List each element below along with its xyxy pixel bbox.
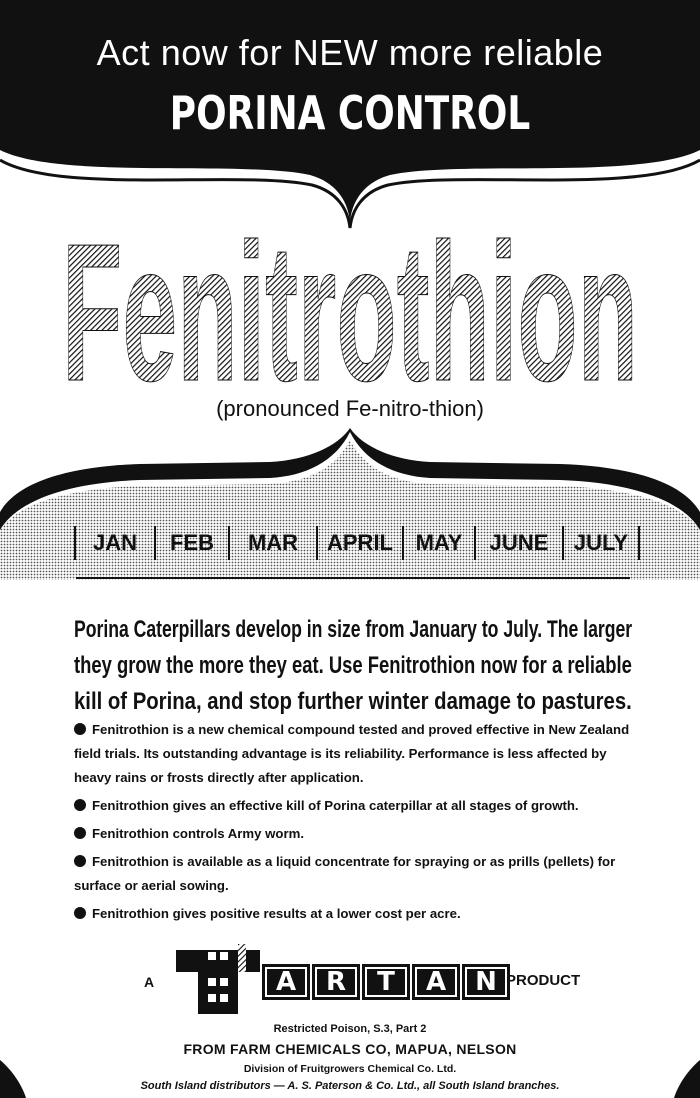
- bullet-icon: [74, 855, 86, 867]
- feature-text: Fenitrothion controls Army worm.: [92, 826, 304, 841]
- logo-suffix: PRODUCT: [506, 972, 581, 989]
- feature-item: [74, 850, 642, 898]
- feature-text: Fenitrothion gives an effective kill of Porina caterpillar at all stages of growth.: [92, 798, 579, 813]
- feature-text: Fenitrothion gives positive results at a lower cost per acre.: [92, 906, 461, 921]
- tartan-logo: [0, 944, 700, 1014]
- month-feb: FEB: [154, 526, 228, 560]
- headline-line-1: Act now for NEW more reliable: [96, 32, 604, 73]
- tartan-t-icon: [176, 944, 266, 1014]
- division-line: Division of Fruitgrowers Chemical Co. Ltd.: [243, 1063, 457, 1075]
- feature-text: Fenitrothion is a new chemical compound tested and proved effective in New Zealand field trials. Its outstanding advantage is its reliability. Performance is less affected by heavy rains or frosts directly after application.: [74, 722, 630, 785]
- logo-letter-tile: A: [262, 964, 310, 1000]
- logo-prefix: A: [144, 974, 155, 990]
- bullet-icon: [74, 799, 86, 811]
- feature-text: Fenitrothion is available as a liquid concentrate for spraying or as prills (pellets) for surface or aerial sowing.: [74, 854, 616, 893]
- bullet-icon: [74, 827, 86, 839]
- month-jan: JAN: [74, 526, 154, 560]
- feature-item: [74, 902, 642, 926]
- brand-wordmark: [0, 222, 700, 392]
- logo-letter-group: [262, 964, 510, 1000]
- company-line: FROM FARM CHEMICALS CO, MAPUA, NELSON: [183, 1041, 517, 1057]
- lead-line: Porina Caterpillars develop in size from January to July. The larger: [74, 616, 633, 643]
- bullet-icon: [74, 723, 86, 735]
- month-july: JULY: [562, 526, 640, 560]
- month-may: MAY: [402, 526, 474, 560]
- logo-letter-tile: T: [362, 964, 410, 1000]
- logo-letter-tile: N: [462, 964, 510, 1000]
- logo-letter-tile: A: [412, 964, 460, 1000]
- feature-item: [74, 822, 642, 846]
- lead-paragraph: [74, 612, 632, 720]
- brand-name: Fenitrothion: [62, 222, 638, 392]
- month-mar: MAR: [228, 526, 316, 560]
- feature-item: [74, 794, 642, 818]
- restricted-notice: Restricted Poison, S.3, Part 2: [273, 1023, 427, 1035]
- calendar-months: [74, 526, 640, 560]
- month-june: JUNE: [474, 526, 562, 560]
- lead-line: kill of Porina, and stop further winter damage to pastures.: [74, 688, 632, 715]
- pronunciation: (pronounced Fe-nitro-thion): [216, 396, 484, 421]
- logo-letter-tile: R: [312, 964, 360, 1000]
- headline-line-2: PORINA CONTROL: [169, 86, 531, 140]
- bullet-icon: [74, 907, 86, 919]
- feature-list: [74, 718, 642, 930]
- lead-line: they grow the more they eat. Use Fenitrothion now for a reliable: [74, 652, 632, 679]
- feature-item: [74, 718, 642, 790]
- distributors-line: South Island distributors — A. S. Paterson & Co. Ltd., all South Island branches.: [140, 1080, 560, 1092]
- month-april: APRIL: [316, 526, 402, 560]
